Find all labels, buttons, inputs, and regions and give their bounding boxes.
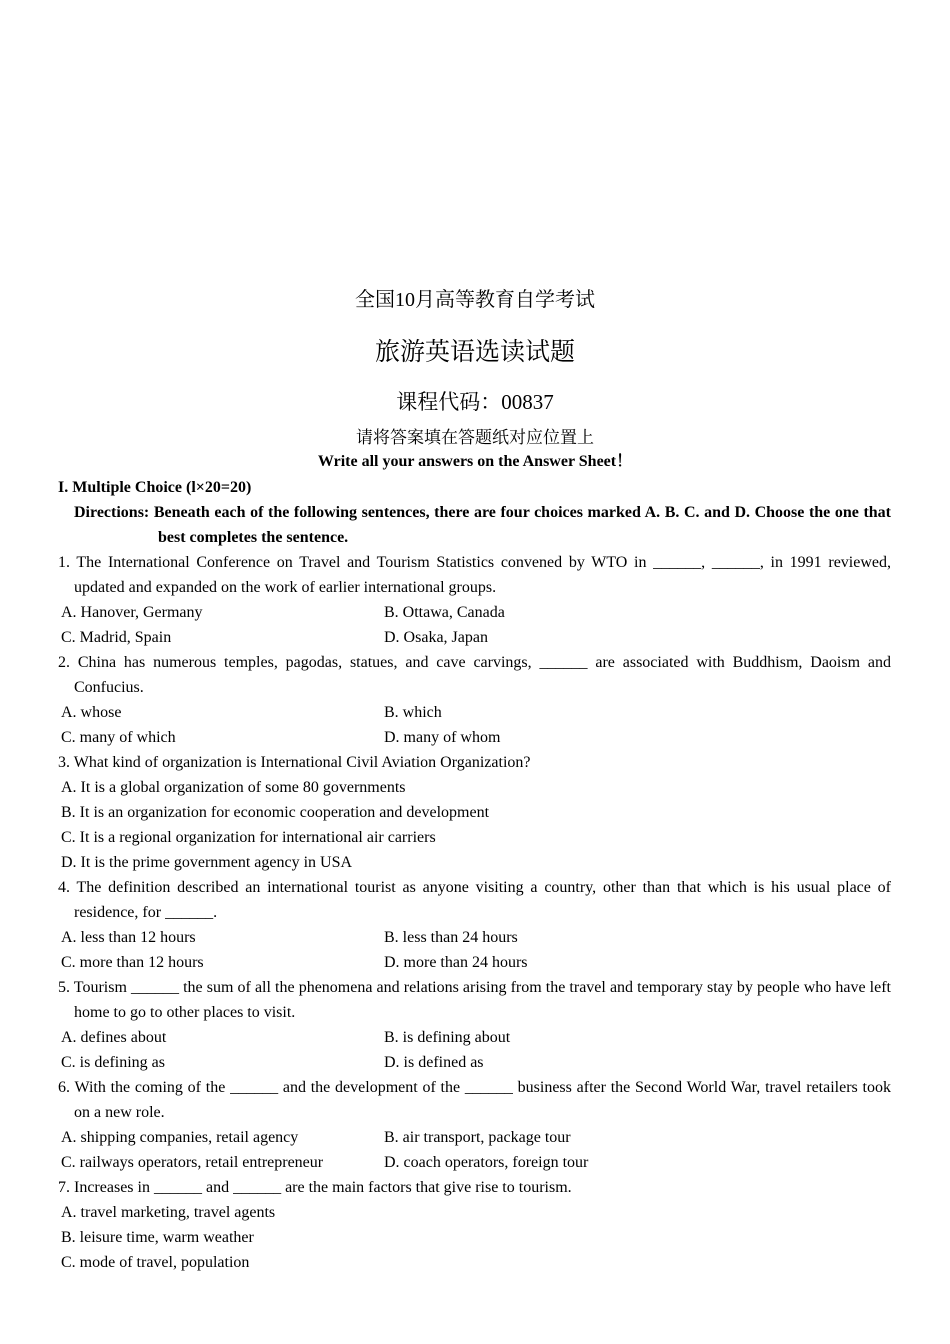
option: A. less than 12 hours	[61, 929, 196, 946]
course-code-value: 00837	[501, 390, 554, 414]
option: B. Ottawa, Canada	[384, 604, 505, 621]
answer-instruction-en: Write all your answers on the Answer Sheet！	[317, 453, 633, 470]
option: D. is defined as	[384, 1054, 484, 1071]
section-directions: Directions: Beneath each of the following sentences, there are four choices marked A. B. C. and D. Choose the one that best completes the sentence.	[74, 504, 891, 546]
option: D. Osaka, Japan	[384, 629, 488, 646]
course-code-label: 课程代码：	[396, 390, 502, 414]
option: C. railways operators, retail entrepreneur	[61, 1154, 324, 1171]
question-text: 1. The International Conference on Travel and Tourism Statistics convened by WTO in ______, ______, in 1991 reviewed, updated and expanded on the work of earlier international groups.	[58, 554, 891, 596]
question-text: 7. Increases in ______ and ______ are the main factors that give rise to tourism.	[58, 1179, 572, 1196]
option: B. It is an organization for economic cooperation and development	[61, 804, 490, 821]
option: C. is defining as	[61, 1054, 165, 1071]
option: D. coach operators, foreign tour	[384, 1154, 589, 1171]
options-row	[58, 925, 891, 950]
question-text: 6. With the coming of the ______ and the development of the ______ business after the Second World War, travel retailers took on a new role.	[58, 1079, 891, 1121]
options-row	[58, 625, 891, 650]
option: B. less than 24 hours	[384, 929, 518, 946]
option: D. It is the prime government agency in USA	[61, 854, 353, 871]
option: D. more than 24 hours	[384, 954, 528, 971]
question-text: 5. Tourism ______ the sum of all the phenomena and relations arising from the travel and temporary stay by people who have left home to go to other places to visit.	[58, 979, 891, 1021]
option: A. whose	[61, 704, 122, 721]
question-text: 3. What kind of organization is International Civil Aviation Organization?	[58, 754, 531, 771]
option: C. many of which	[61, 729, 176, 746]
option: A. Hanover, Germany	[61, 604, 203, 621]
section-title: I. Multiple Choice (l×20=20)	[58, 479, 252, 496]
options-row	[58, 1025, 891, 1050]
option: D. many of whom	[384, 729, 501, 746]
option: B. which	[384, 704, 442, 721]
exam-header-title: 全国10月高等教育自学考试	[355, 289, 595, 311]
option: C. mode of travel, population	[61, 1254, 250, 1271]
answer-instruction-cn: 请将答案填在答题纸对应位置上	[356, 428, 594, 448]
question-text: 4. The definition described an international tourist as anyone visiting a country, other than that which is his usual place of residence, for ______.	[58, 879, 891, 921]
options-row	[58, 725, 891, 750]
course-code	[0, 387, 950, 417]
options-row	[58, 600, 891, 625]
options-row	[58, 1125, 891, 1150]
options-row	[58, 700, 891, 725]
exam-content	[58, 475, 891, 1275]
options-row	[58, 1050, 891, 1075]
option: A. defines about	[61, 1029, 167, 1046]
option: C. more than 12 hours	[61, 954, 204, 971]
option: A. shipping companies, retail agency	[61, 1129, 299, 1146]
option: B. air transport, package tour	[384, 1129, 571, 1146]
option: A. It is a global organization of some 80 governments	[61, 779, 406, 796]
options-row	[58, 1150, 891, 1175]
option: C. Madrid, Spain	[61, 629, 172, 646]
option: C. It is a regional organization for international air carriers	[61, 829, 436, 846]
option: B. is defining about	[384, 1029, 511, 1046]
options-row	[58, 950, 891, 975]
option: A. travel marketing, travel agents	[61, 1204, 276, 1221]
question-text: 2. China has numerous temples, pagodas, statues, and cave carvings, ______ are associated with Buddhism, Daoism and Confucius.	[58, 654, 891, 696]
option: B. leisure time, warm weather	[61, 1229, 254, 1246]
exam-subject-title: 旅游英语选读试题	[374, 337, 575, 366]
